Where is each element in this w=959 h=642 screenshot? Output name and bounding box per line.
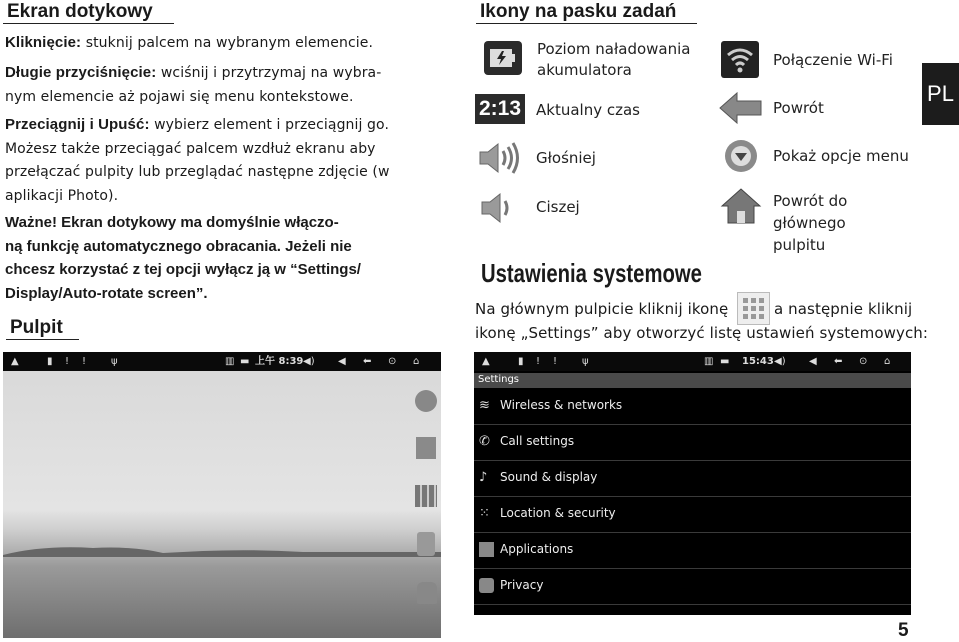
alert-icon-s: ! bbox=[536, 356, 541, 367]
label-home-a: Powrót do bbox=[773, 192, 848, 210]
paragraph-long-press bbox=[5, 61, 445, 109]
desktop-screenshot bbox=[3, 352, 441, 638]
menu-small-icon[interactable]: ⊙ bbox=[388, 356, 397, 367]
widget-speaker-icon[interactable] bbox=[417, 532, 435, 556]
volume-down-small-icon-s: ◀ bbox=[809, 356, 817, 367]
settings-title: Settings bbox=[478, 374, 520, 385]
clock-icon: 2:13 bbox=[475, 94, 525, 124]
usb-icon-s: ψ bbox=[582, 356, 589, 367]
label-important: Ważne! bbox=[5, 214, 57, 231]
settings-item-call[interactable] bbox=[474, 425, 911, 461]
privacy-icon bbox=[479, 578, 494, 593]
text-important-d: Display/Auto-rotate screen”. bbox=[5, 284, 208, 302]
text-important-b: ną funkcję automatycznego obracania. Jeżeli nie bbox=[5, 237, 352, 255]
settings-screenshot bbox=[474, 352, 911, 615]
text-system-settings-c: ikonę „Settings” aby otworzyć listę ustawień systemowych: bbox=[475, 324, 929, 342]
home-small-icon[interactable]: ⌂ bbox=[413, 356, 420, 367]
settings-item-privacy[interactable] bbox=[474, 569, 911, 605]
heading-desktop: Pulpit bbox=[6, 317, 79, 340]
label-click: Kliknięcie: bbox=[5, 34, 82, 51]
home-small-icon-s[interactable]: ⌂ bbox=[884, 356, 891, 367]
volume-down-icon bbox=[478, 189, 522, 227]
alert-icon-s2: ! bbox=[553, 356, 558, 367]
text-drag-drop: wybierz element i przeciągnij go. bbox=[149, 117, 390, 133]
back-small-icon[interactable]: ⬅ bbox=[363, 356, 372, 367]
settings-item-label: Wireless & networks bbox=[500, 398, 623, 412]
label-wifi: Połączenie Wi-Fi bbox=[773, 51, 893, 69]
sd-icon: ▮ bbox=[47, 356, 53, 367]
widget-globe-icon[interactable] bbox=[415, 390, 437, 412]
paragraph-click bbox=[5, 31, 445, 56]
label-time: Aktualny czas bbox=[536, 101, 640, 119]
page-number: 5 bbox=[898, 620, 909, 641]
notification-icon: ▲ bbox=[11, 356, 19, 367]
label-volume-down: Ciszej bbox=[536, 198, 580, 216]
grid-icon: ⁙ bbox=[479, 506, 490, 521]
menu-small-icon-s[interactable]: ⊙ bbox=[859, 356, 868, 367]
label-long-press: Długie przyciśnięcie: bbox=[5, 64, 157, 81]
text-system-settings-a: Na głównym pulpicie kliknij ikonę bbox=[475, 300, 729, 318]
signal-icon: ▥ bbox=[225, 356, 235, 367]
usb-icon: ψ bbox=[111, 356, 118, 367]
battery-icon bbox=[484, 41, 522, 75]
wifi-small-icon: ≋ bbox=[479, 398, 490, 413]
text-click: stuknij palcem na wybranym elemencie. bbox=[81, 35, 374, 51]
text-swipe-c: aplikacji Photo). bbox=[5, 187, 119, 204]
landscape-mountains bbox=[3, 542, 441, 554]
notification-icon-s: ▲ bbox=[482, 356, 490, 367]
home-icon bbox=[719, 185, 764, 227]
paragraph-drag-drop bbox=[5, 113, 445, 208]
volume-up-small-icon: ◀) bbox=[303, 356, 315, 367]
label-home-b: głównego bbox=[773, 214, 846, 232]
text-long-press-b: nym elemencie aż pojawi się menu kontekstowe. bbox=[5, 88, 354, 105]
sd-icon-s: ▮ bbox=[518, 356, 524, 367]
back-arrow-icon bbox=[717, 89, 765, 127]
heading-system-settings: Ustawienia systemowe bbox=[481, 258, 702, 288]
text-swipe-b: przełączać pulpity lub przeglądać następne zdjęcie (w bbox=[5, 164, 390, 180]
desktop-status-bar bbox=[3, 352, 441, 371]
settings-item-label: Location & security bbox=[500, 506, 616, 520]
settings-item-label: Sound & display bbox=[500, 470, 598, 484]
widget-apps-icon[interactable] bbox=[415, 485, 437, 507]
sound-icon: ♪ bbox=[479, 470, 488, 485]
label-volume-up: Głośniej bbox=[536, 149, 596, 167]
menu-options-icon bbox=[722, 138, 760, 174]
volume-up-icon bbox=[476, 139, 524, 177]
wifi-icon bbox=[721, 41, 759, 78]
battery-small-icon: ▬ bbox=[240, 356, 250, 367]
settings-item-label: Call settings bbox=[500, 434, 575, 448]
volume-up-small-icon-s: ◀) bbox=[774, 356, 786, 367]
label-battery: Poziom naładowania akumulatora bbox=[537, 40, 691, 79]
label-menu: Pokaż opcje menu bbox=[773, 147, 909, 165]
settings-clock: 15:43 bbox=[742, 356, 774, 367]
settings-item-label: Applications bbox=[500, 542, 574, 556]
alert-icon-2: ! bbox=[82, 356, 87, 367]
applications-icon bbox=[479, 542, 494, 557]
text-important-a: Ekran dotykowy ma domyślnie włączo- bbox=[56, 214, 339, 231]
heading-touchscreen: Ekran dotykowy bbox=[3, 1, 174, 24]
settings-title-bar bbox=[474, 373, 911, 388]
alert-icon: ! bbox=[65, 356, 70, 367]
text-important-c: chcesz korzystać z tej opcji wyłącz ją w “Settings/ bbox=[5, 261, 361, 278]
label-back: Powrót bbox=[773, 99, 824, 117]
settings-item-applications[interactable] bbox=[474, 533, 911, 569]
label-drag-drop: Przeciągnij i Upuść: bbox=[5, 116, 150, 133]
paragraph-important bbox=[5, 211, 441, 305]
settings-item-label: Privacy bbox=[500, 578, 544, 592]
phone-icon: ✆ bbox=[479, 434, 490, 449]
text-long-press-a: wciśnij i przytrzymaj na wybra- bbox=[156, 65, 382, 81]
widget-android-icon[interactable] bbox=[417, 582, 437, 604]
settings-status-bar bbox=[474, 352, 911, 371]
settings-item-sound[interactable] bbox=[474, 461, 911, 497]
battery-small-icon-s: ▬ bbox=[720, 356, 730, 367]
app-drawer-icon bbox=[737, 292, 770, 325]
label-home-c: pulpitu bbox=[773, 236, 826, 254]
back-small-icon-s[interactable]: ⬅ bbox=[834, 356, 843, 367]
settings-item-location[interactable] bbox=[474, 497, 911, 533]
desktop-clock: 上午 8:39 bbox=[255, 356, 304, 367]
heading-taskbar-icons: Ikony na pasku zadań bbox=[476, 1, 697, 24]
label-home bbox=[773, 190, 847, 256]
signal-icon-s: ▥ bbox=[704, 356, 714, 367]
volume-down-small-icon: ◀ bbox=[338, 356, 346, 367]
text-system-settings-b: a następnie kliknij bbox=[774, 300, 913, 318]
text-swipe-a: Możesz także przeciągać palcem wzdłuż ekranu aby bbox=[5, 140, 376, 157]
settings-item-wireless[interactable] bbox=[474, 389, 911, 425]
widget-map-icon[interactable] bbox=[416, 437, 436, 459]
language-tab: PL bbox=[922, 63, 959, 125]
